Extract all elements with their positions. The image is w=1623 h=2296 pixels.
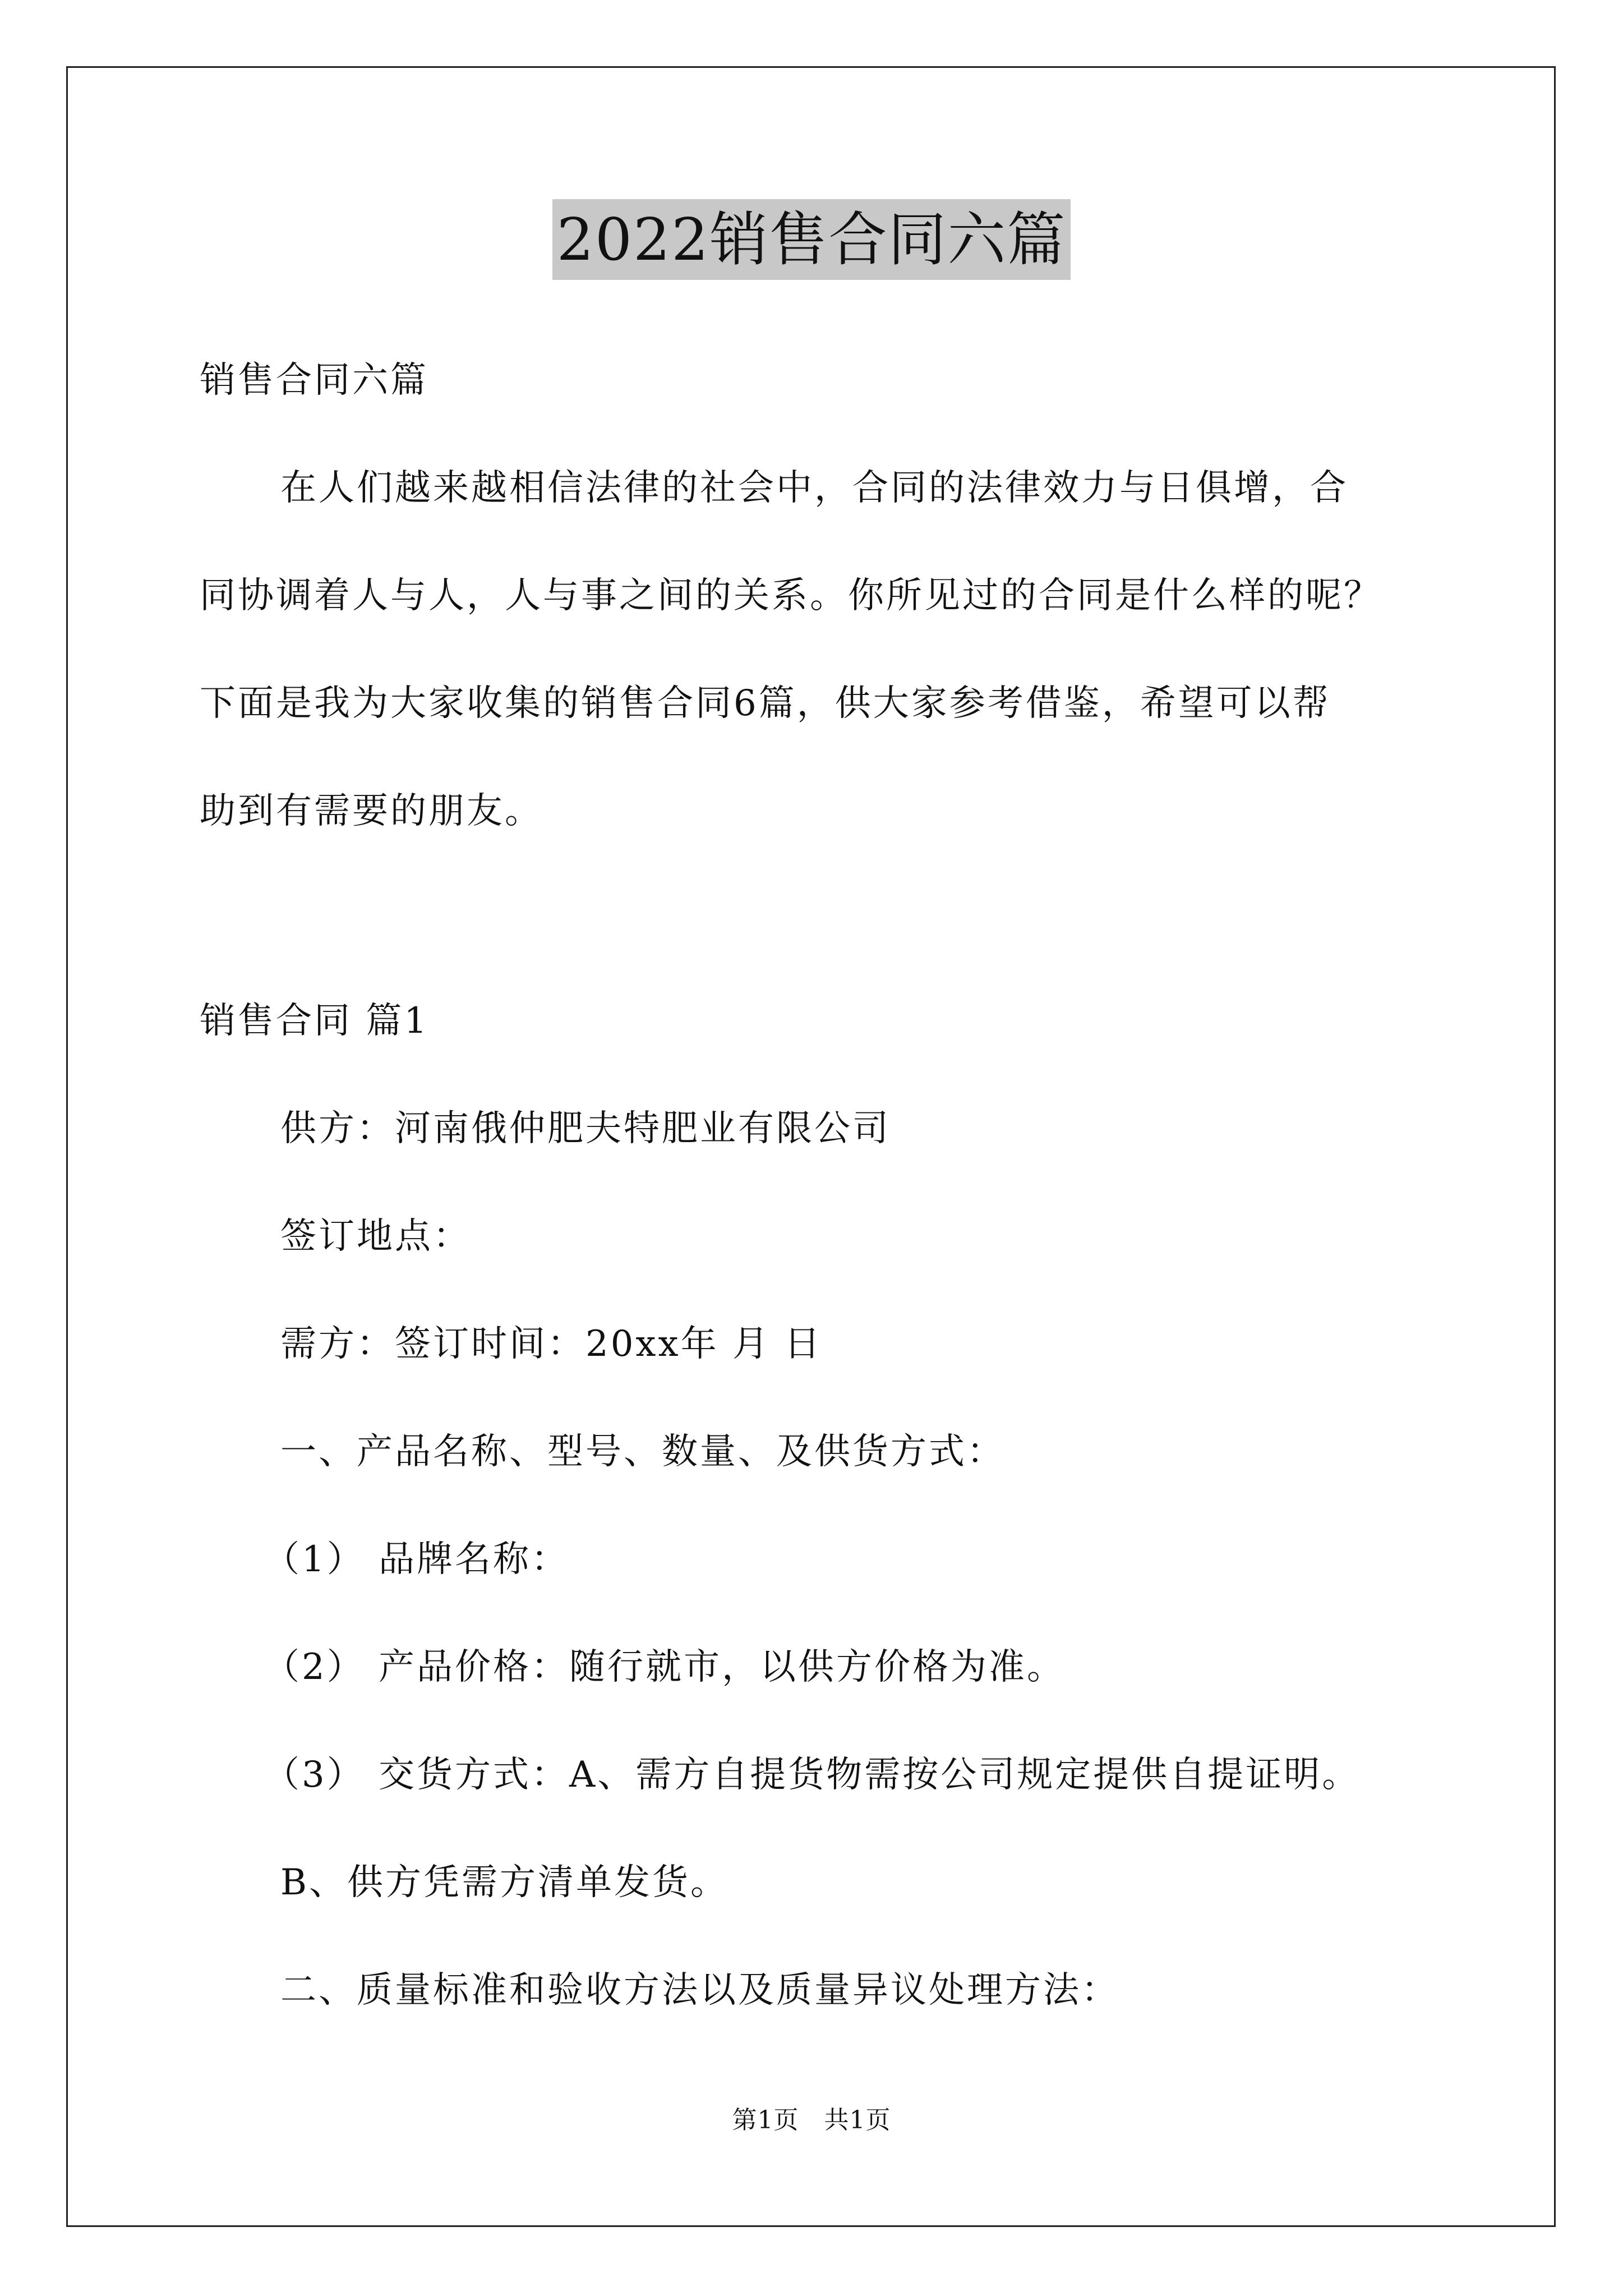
buyer-date-line: 需方：签订时间：20xx年 月 日 bbox=[280, 1323, 823, 1365]
page-footer: 第1页 共1页 bbox=[732, 2106, 891, 2134]
intro-line-1: 在人们越来越相信法律的社会中，合同的法律效力与日俱增，合 bbox=[280, 467, 1348, 509]
document-subtitle: 销售合同六篇 bbox=[200, 360, 428, 401]
clause-1-item-1: （1） 品牌名称： bbox=[264, 1539, 570, 1580]
intro-line-4: 助到有需要的朋友。 bbox=[200, 790, 543, 832]
supplier-line: 供方：河南俄仲肥夫特肥业有限公司 bbox=[280, 1108, 891, 1149]
clause-2-heading: 二、质量标准和验收方法以及质量异议处理方法： bbox=[280, 1970, 1119, 2011]
title-block bbox=[0, 199, 1623, 280]
intro-line-2: 同协调着人与人，人与事之间的关系。你所见过的合同是什么样的呢？ bbox=[200, 575, 1382, 616]
document-title: 2022销售合同六篇 bbox=[552, 199, 1071, 280]
signing-place-line: 签订地点： bbox=[280, 1216, 471, 1257]
clause-1-heading: 一、产品名称、型号、数量、及供货方式： bbox=[280, 1431, 1005, 1473]
intro-line-3: 下面是我为大家收集的销售合同6篇，供大家参考借鉴，希望可以帮 bbox=[200, 683, 1331, 724]
clause-1-item-3: （3） 交货方式：A、需方自提货物需按公司规定提供自提证明。 bbox=[264, 1754, 1361, 1796]
section-heading: 销售合同 篇1 bbox=[200, 1000, 430, 1042]
clause-1-item-3-b: B、供方凭需方清单发货。 bbox=[280, 1862, 729, 1903]
clause-1-item-2: （2） 产品价格：随行就市，以供方价格为准。 bbox=[264, 1646, 1066, 1688]
